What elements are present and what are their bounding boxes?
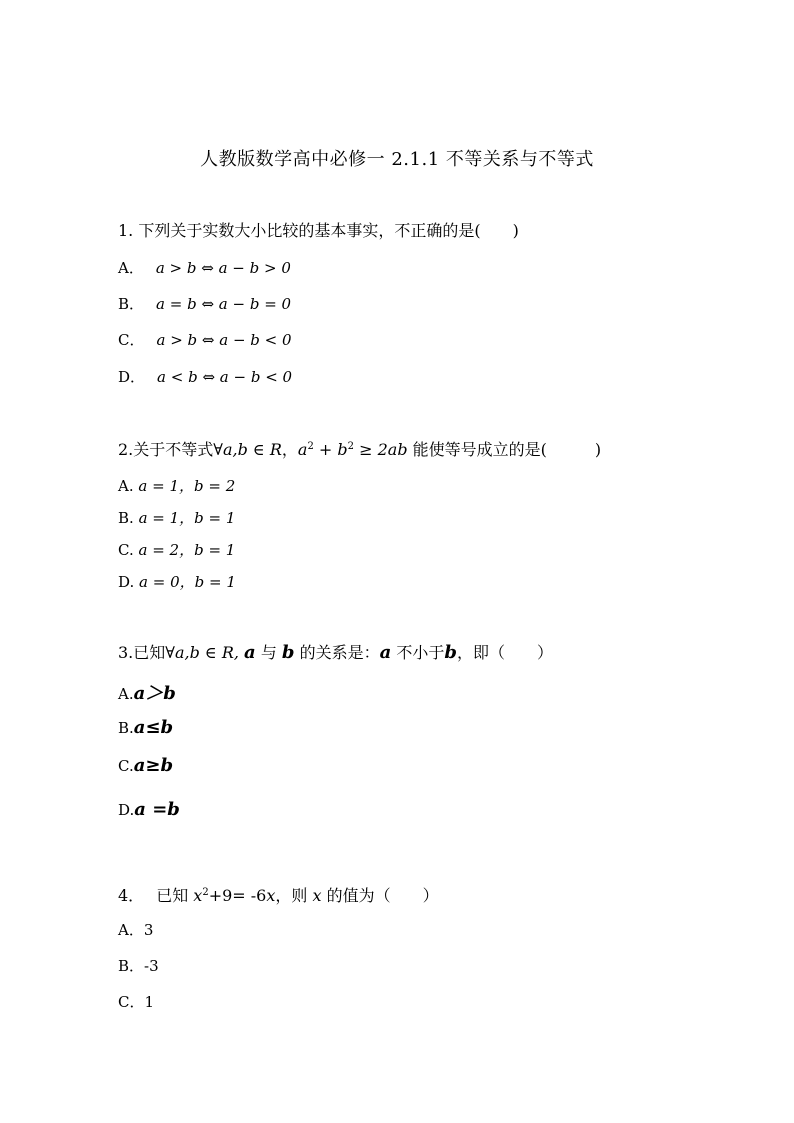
question-2-option-b: B. a = 1，b = 1 xyxy=(118,509,236,527)
question-4-stem: 4． 已知 $x^2+9= -6x$，则 x 的值为（ ） xyxy=(118,886,439,905)
question-2-option-c: C. a = 2，b = 1 xyxy=(118,541,236,559)
question-1-option-d: D． a < b ⇔ a − b < 0 xyxy=(118,368,293,386)
question-4-number: 4． xyxy=(118,886,145,905)
question-2-number: 2. xyxy=(118,440,134,459)
question-3-option-c: C.a≥b xyxy=(118,755,174,776)
question-3-option-d: D.a =b xyxy=(118,799,180,820)
question-4-option-c: C．1 xyxy=(118,993,155,1011)
question-1-stem xyxy=(118,218,519,241)
question-4-option-b: B．-3 xyxy=(118,957,159,975)
question-1-option-b: B． a = b ⇔ a − b = 0 xyxy=(118,295,292,313)
page-title: 人教版数学高中必修一 2.1.1 不等关系与不等式 xyxy=(200,149,594,170)
question-3-option-a: A.a＞b xyxy=(118,683,176,704)
question-1-number: 1. xyxy=(118,221,134,240)
question-3-option-b: B.a≤b xyxy=(118,717,174,738)
question-2-option-a: A. a = 1，b = 2 xyxy=(118,477,236,495)
question-2-stem: 2.关于不等式∀a,b ∈ R，$a^2 + b^2 \ge 2ab$ 能使等号成立的是( ) xyxy=(118,440,602,459)
question-1-option-a: A． a > b ⇔ a − b > 0 xyxy=(118,259,291,277)
question-1-option-c: C． a > b ⇔ a − b < 0 xyxy=(118,331,292,349)
question-4-option-a: A．3 xyxy=(118,921,154,939)
question-3-stem: 3.已知∀a,b ∈ R, a 与 b 的关系是：a 不小于b，即（ ） xyxy=(118,642,554,663)
question-3-number: 3. xyxy=(118,643,134,662)
question-2-option-d: D. a = 0，b = 1 xyxy=(118,573,236,591)
question-1-text: 下列关于实数大小比较的基本事实，不正确的是( ) xyxy=(138,221,519,240)
